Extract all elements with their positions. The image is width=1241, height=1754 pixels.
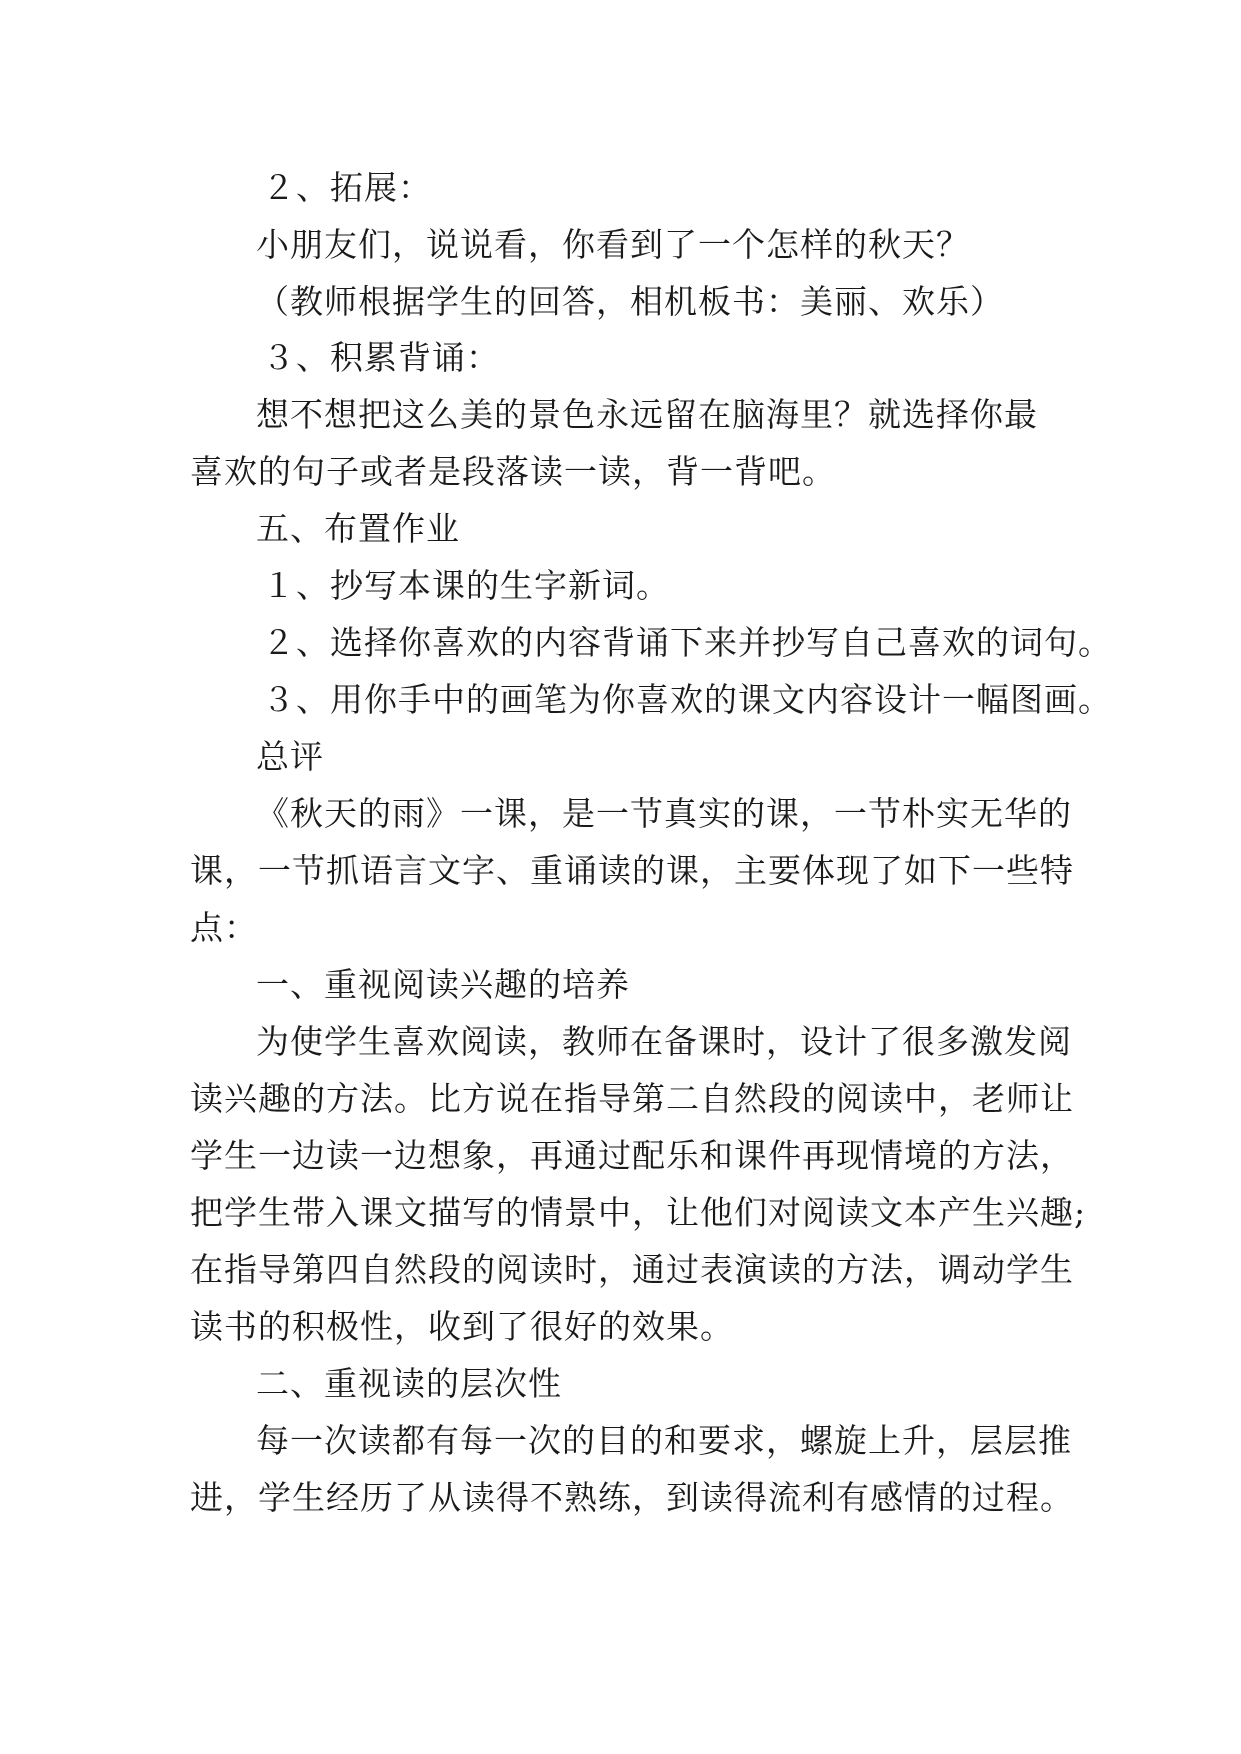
paragraph-line: 读书的积极性，收到了很好的效果。 <box>190 1307 734 1346</box>
paragraph-line: 进，学生经历了从读得不熟练，到读得流利有感情的过程。 <box>190 1478 1074 1517</box>
section-heading-reading-interest: 一、重视阅读兴趣的培养 <box>256 965 630 1004</box>
list-item: ２、选择你喜欢的内容背诵下来并抄写自己喜欢的词句。 <box>262 623 1112 662</box>
paragraph-line: 想不想把这么美的景色永远留在脑海里？就选择你最 <box>256 395 1038 434</box>
paragraph-line: 喜欢的句子或者是段落读一读，背一背吧。 <box>190 452 836 491</box>
list-item: １、抄写本课的生字新词。 <box>262 566 670 605</box>
paragraph-line: 在指导第四自然段的阅读时，通过表演读的方法，调动学生 <box>190 1250 1074 1289</box>
section-heading-homework: 五、布置作业 <box>256 509 460 548</box>
paragraph-line: 点： <box>190 908 258 947</box>
paragraph-line: 读兴趣的方法。比方说在指导第二自然段的阅读中，老师让 <box>190 1079 1074 1118</box>
paragraph-line: 为使学生喜欢阅读，教师在备课时，设计了很多激发阅 <box>256 1022 1072 1061</box>
subheading-expand: ２、拓展： <box>262 168 432 207</box>
section-heading-reading-levels: 二、重视读的层次性 <box>256 1364 562 1403</box>
paragraph-line: 学生一边读一边想象，再通过配乐和课件再现情境的方法， <box>190 1136 1074 1175</box>
paragraph-line: 小朋友们，说说看，你看到了一个怎样的秋天？ <box>256 225 970 264</box>
paragraph-line: 把学生带入课文描写的情景中，让他们对阅读文本产生兴趣; <box>190 1193 1087 1232</box>
paragraph-line: （教师根据学生的回答，相机板书：美丽、欢乐） <box>256 282 1004 321</box>
paragraph-line: 每一次读都有每一次的目的和要求，螺旋上升，层层推 <box>256 1421 1072 1460</box>
paragraph-line: 课，一节抓语言文字、重诵读的课，主要体现了如下一些特 <box>190 851 1074 890</box>
section-heading-summary: 总评 <box>256 737 324 776</box>
list-item: ３、用你手中的画笔为你喜欢的课文内容设计一幅图画。 <box>262 680 1112 719</box>
paragraph-line: 《秋天的雨》一课，是一节真实的课，一节朴实无华的 <box>256 794 1072 833</box>
subheading-recite: ３、积累背诵： <box>262 338 500 377</box>
